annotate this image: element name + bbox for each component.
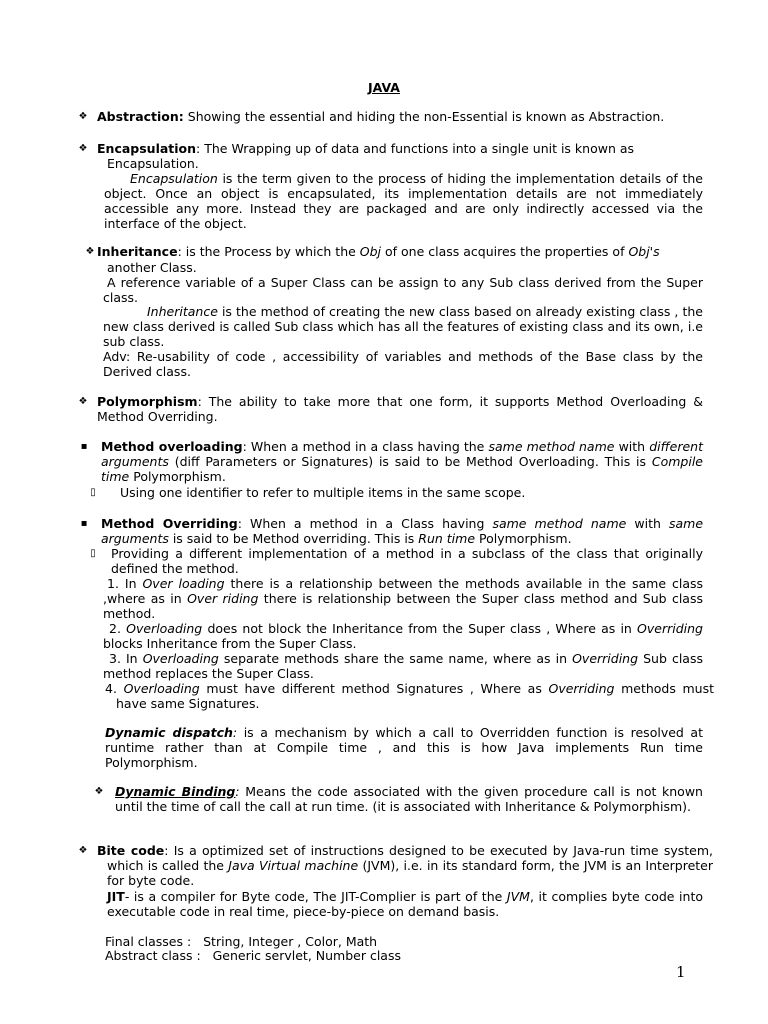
overriding-text-2: with: [626, 516, 669, 531]
overriding-italic-3: Run time: [418, 531, 476, 546]
dynamic-dispatch-colon: :: [232, 725, 238, 740]
page-number: 1: [676, 963, 686, 981]
comparison-item-3: [103, 651, 703, 681]
encapsulation-term: Encapsulation: [97, 141, 197, 156]
diamond-bullet-icon: ❖: [78, 111, 88, 122]
comparison-3-e: Sub class method replaces the Super Class.: [103, 651, 703, 681]
overloading-term: Method overloading: [101, 439, 243, 454]
jit-text-1: - is a compiler for Byte code, The JIT-Complier is part of the: [124, 889, 507, 904]
encapsulation-text-cont: Encapsulation.: [107, 156, 199, 171]
overriding-text-1: : When a method in a Class having: [237, 516, 493, 531]
overriding-point: Providing a different implementation of a method in a subclass of the class that originally defined the method.: [111, 546, 703, 576]
dynamic-binding-term: Dynamic Binding: [115, 784, 236, 799]
comparison-2-d: Overriding: [637, 621, 703, 636]
inheritance-method-paragraph: [103, 304, 703, 349]
comparison-1-b: Over loading: [142, 576, 225, 591]
overloading-italic-3: Compile time: [101, 454, 703, 484]
dynamic-binding-paragraph: [115, 784, 703, 814]
comparison-1-a: 1. In: [107, 576, 143, 591]
comparison-item-4: [105, 681, 714, 711]
overloading-text-2: with: [614, 439, 650, 454]
page-title: JAVA: [368, 80, 400, 95]
abstraction-paragraph: [97, 109, 707, 124]
overloading-italic-1: same method name: [488, 439, 615, 454]
polymorphism-text: : The ability to take more that one form, it supports Method Overloading & Method Overriding.: [97, 394, 703, 424]
comparison-2-b: Overloading: [126, 621, 203, 636]
overriding-italic-1: same method name: [492, 516, 627, 531]
jit-term: JIT: [107, 889, 125, 904]
square-bullet-icon: ▪: [80, 441, 88, 452]
overriding-italic-2: same arguments: [101, 516, 704, 546]
bite-code-jvm: Java Virtual machine: [228, 858, 359, 873]
comparison-item-2: [103, 621, 703, 651]
box-bullet-icon: ▯: [90, 487, 96, 498]
jit-paragraph: [107, 889, 703, 919]
bite-code-text-2: (JVM), i.e. in its standard form, the JVM is an Interpreter for byte code.: [107, 858, 713, 888]
diamond-bullet-icon: ❖: [78, 845, 88, 856]
overriding-text-4: Polymorphism.: [475, 531, 572, 546]
overloading-text-4: Polymorphism.: [129, 469, 226, 484]
comparison-4-c: must have different method Signatures , Where as: [199, 681, 549, 696]
inheritance-text-2: of one class acquires the properties of: [381, 244, 629, 259]
diamond-bullet-icon: ❖: [78, 143, 88, 154]
inheritance-advantages: Adv: Re-usability of code , accessibility of variables and methods of the Base class by the Derived class.: [103, 349, 703, 379]
comparison-2-e: blocks Inheritance from the Super Class.: [103, 636, 357, 651]
dynamic-binding-text: Means the code associated with the given procedure call is not known until the time of call the call at run time. (it is associated with Inheritance & Polymorphism).: [115, 784, 703, 814]
dynamic-binding-colon: :: [235, 784, 240, 799]
square-bullet-icon: ▪: [80, 518, 88, 529]
overloading-text-3: (diff Parameters or Signatures) is said to be Method Overloading. This is: [168, 454, 652, 469]
encapsulation-subtext: is the term given to the process of hiding the implementation details of the object. Once an object is encapsulated, its implementation details are not immediately accessible any more. Instead they are packaged and are only indirectly accessed via the interface of the object.: [104, 171, 703, 231]
inheritance-text-cont: another Class.: [107, 260, 197, 275]
inheritance-term: Inheritance: [97, 244, 178, 259]
comparison-4-e: methods must have same Signatures.: [116, 681, 715, 711]
polymorphism-paragraph: [97, 394, 703, 424]
abstract-class-line: Abstract class : Generic servlet, Number class: [105, 948, 401, 963]
overriding-term: Method Overriding: [101, 516, 238, 531]
comparison-3-c: separate methods share the same name, where as in: [218, 651, 573, 666]
inheritance-method-text: is the method of creating the new class based on already existing class , the new class derived is called Sub class which has all the features of existing class and its own, i.e sub class.: [103, 304, 703, 349]
comparison-1-c: there is a relationship between the methods available in the same class ,where as in: [103, 576, 704, 606]
abstraction-text: Showing the essential and hiding the non-Essential is known as Abstraction.: [187, 109, 665, 124]
comparison-4-a: 4.: [105, 681, 124, 696]
comparison-item-1: [103, 576, 703, 621]
encapsulation-text: : The Wrapping up of data and functions into a single unit is known as: [196, 141, 635, 156]
overloading-italic-2: different arguments: [101, 439, 703, 469]
overriding-paragraph: [101, 516, 703, 546]
dynamic-dispatch-term: Dynamic dispatch: [105, 725, 233, 740]
bite-code-term: Bite code: [97, 843, 165, 858]
inheritance-reference-paragraph: A reference variable of a Super Class can be assign to any Sub class derived from the Super class.: [103, 275, 703, 305]
bite-code-paragraph: [97, 843, 713, 888]
comparison-3-b: Overloading: [142, 651, 219, 666]
overriding-text-3: is said to be Method overriding. This is: [168, 531, 419, 546]
jit-text-2: , it complies byte code into executable code in real time, piece-by-piece on demand basis.: [107, 889, 703, 919]
overloading-paragraph: [101, 439, 703, 484]
comparison-4-d: Overriding: [548, 681, 615, 696]
inheritance-objs: Obj's: [628, 244, 660, 259]
inheritance-method-term: Inheritance: [147, 304, 218, 319]
encapsulation-definition: [97, 141, 703, 156]
comparison-1-e: there is relationship between the Super class method and Sub class method.: [103, 591, 703, 621]
overloading-point: Using one identifier to refer to multiple items in the same scope.: [120, 485, 526, 500]
overloading-text-1: : When a method in a class having the: [242, 439, 489, 454]
bite-code-text-1: : Is a optimized set of instructions designed to be executed by Java-run time system, which is called the: [107, 843, 713, 873]
inheritance-definition: [97, 244, 703, 259]
encapsulation-detail: [104, 171, 703, 231]
comparison-3-d: Overriding: [572, 651, 639, 666]
final-classes-line: Final classes : String, Integer , Color, Math: [105, 934, 378, 949]
comparison-4-b: Overloading: [123, 681, 200, 696]
inheritance-obj: Obj: [359, 244, 382, 259]
dynamic-dispatch-text: is a mechanism by which a call to Overridden function is resolved at runtime rather than at Compile time , and this is how Java implements Run time Polymorphism.: [105, 725, 703, 770]
dynamic-dispatch-paragraph: [105, 725, 703, 770]
encapsulation-subterm: Encapsulation: [130, 171, 218, 186]
polymorphism-term: Polymorphism: [97, 394, 198, 409]
jit-jvm: JVM: [506, 889, 530, 904]
diamond-bullet-icon: ❖: [94, 786, 104, 797]
diamond-bullet-icon: ❖: [85, 246, 95, 257]
abstraction-term: Abstraction:: [97, 109, 184, 124]
comparison-2-c: does not block the Inheritance from the Super class , Where as in: [202, 621, 638, 636]
comparison-2-a: 2.: [109, 621, 127, 636]
box-bullet-icon: ▯: [90, 548, 96, 559]
comparison-3-a: 3. In: [109, 651, 143, 666]
inheritance-text-1: : is the Process by which the: [177, 244, 360, 259]
comparison-1-d: Over riding: [187, 591, 259, 606]
diamond-bullet-icon: ❖: [78, 396, 88, 407]
